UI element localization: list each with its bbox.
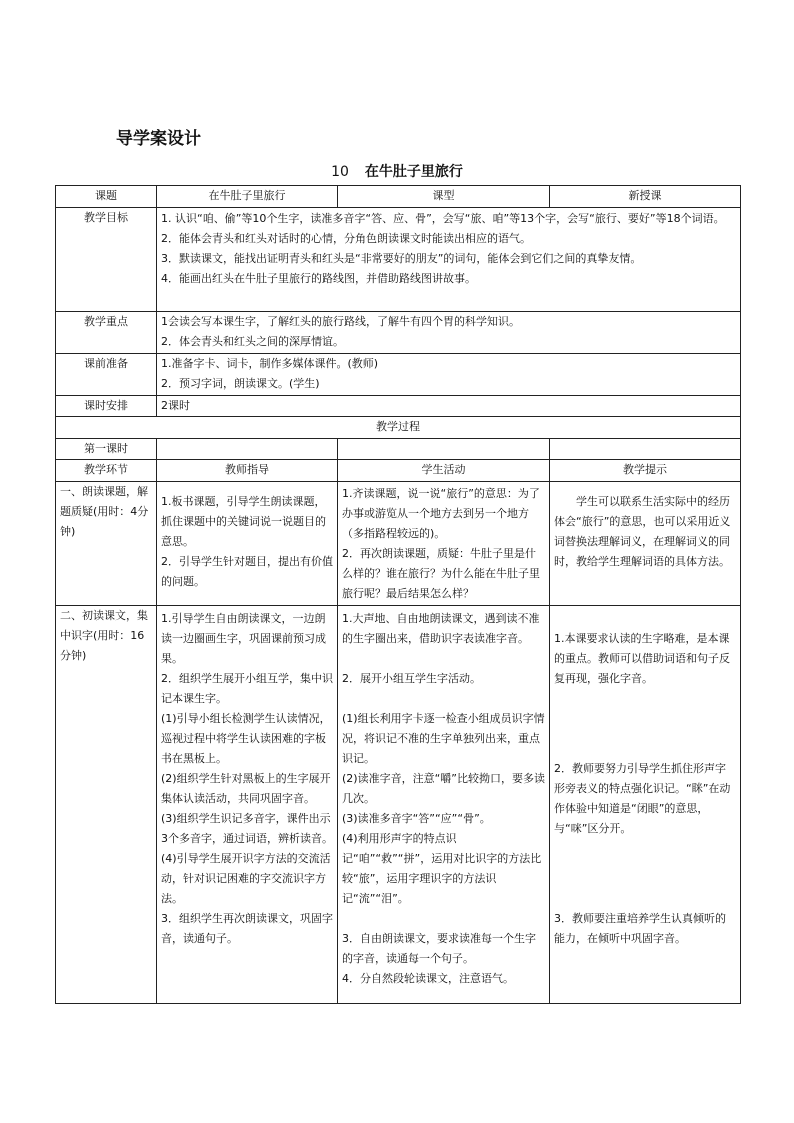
period-label: 第一课时 [56, 439, 157, 460]
section2-tips [550, 606, 741, 1004]
student-step: (2)读准字音，注意“嚼”比较拗口，要多读几次。 [342, 772, 545, 805]
objective-item: 3．默读课文，能找出证明青头和红头是“非常要好的朋友”的词句，能体会到它们之间的真挚友情。 [161, 252, 642, 265]
lesson-title-text: 在牛肚子里旅行 [364, 164, 463, 180]
page-heading: 导学案设计 [116, 129, 201, 149]
objectives-content [157, 208, 741, 312]
student-step: 3．自由朗读课文，要求读准每一个生字的字音，读通每一个句子。 [342, 932, 536, 965]
section1-student [338, 482, 550, 606]
section1-teacher [157, 482, 338, 606]
student-step: (3)读准多音字“答”“应”“骨”。 [342, 812, 491, 825]
header-topic-value: 在牛肚子里旅行 [157, 186, 338, 208]
keypoint-item: 1会读会写本课生字，了解红头的旅行路线，了解牛有四个胃的科学知识。 [161, 315, 520, 328]
col-header-stage: 教学环节 [56, 460, 157, 482]
col-header-tip: 教学提示 [550, 460, 741, 482]
student-step: 2．展开小组互学生字活动。 [342, 672, 481, 685]
student-step: (1)组长利用字卡逐一检查小组成员识字情况，将识记不准的生字单独列出来，重点识记。 [342, 712, 545, 765]
objective-item: 2．能体会青头和红头对话时的心情，分角色朗读课文时能读出相应的语气。 [161, 232, 531, 245]
student-step: 4．分自然段轮读课文，注意语气。 [342, 972, 514, 985]
section1-stage: 一、朗读课题，解题质疑(用时：4分钟) [56, 482, 157, 606]
teacher-step: (1)引导小组长检测学生认读情况，巡视过程中将学生认读困难的字板书在黑板上。 [161, 712, 331, 765]
objective-item: 4．能画出红头在牛肚子里旅行的路线图，并借助路线图讲故事。 [161, 272, 476, 285]
teacher-step: 1.板书课题，引导学生朗读课题，抓住课题中的关键词说一说题目的意思。 [161, 495, 326, 548]
tip-text: 2．教师要努力引导学生抓住形声字形旁表义的特点强化识记。“眯”在动作体验中知道是“闭眼”的意思，与“咪”区分开。 [554, 762, 731, 835]
section2-row [56, 606, 741, 1004]
header-row [56, 186, 741, 208]
col-header-student: 学生活动 [338, 460, 550, 482]
preparation-row [56, 354, 741, 396]
col-header-teacher: 教师指导 [157, 460, 338, 482]
student-step: 1.大声地、自由地朗读课文，遇到读不准的生字圈出来，借助识字表读准字音。 [342, 612, 540, 645]
section2-student [338, 606, 550, 1004]
period-row [56, 439, 741, 460]
schedule-value: 2课时 [157, 396, 741, 417]
objectives-label: 教学目标 [56, 208, 157, 312]
section1-row [56, 482, 741, 606]
teacher-step: (4)引导学生展开识字方法的交流活动，针对识记困难的字交流识字方法。 [161, 852, 331, 905]
preparation-item: 1.准备字卡、词卡，制作多媒体课件。(教师) [161, 357, 379, 370]
tip-text: 1.本课要求认读的生字略难，是本课的重点。教师可以借助词语和句子反复再现，强化字音。 [554, 632, 730, 685]
section1-tip [550, 482, 741, 606]
section2-teacher [157, 606, 338, 1004]
student-step: 2．再次朗读课题，质疑：牛肚子里是什么样的？谁在旅行？为什么能在牛肚子里旅行呢？最后结果怎么样？ [342, 547, 540, 600]
schedule-label: 课时安排 [56, 396, 157, 417]
header-type-label: 课型 [338, 186, 550, 208]
teacher-step: 2．组织学生展开小组互学，集中识记本课生字。 [161, 672, 333, 705]
preparation-label: 课前准备 [56, 354, 157, 396]
teacher-step: (3)组织学生识记多音字，课件出示3个多音字，通过词语，辨析读音。 [161, 812, 333, 845]
header-type-value: 新授课 [550, 186, 741, 208]
objectives-row [56, 208, 741, 312]
preparation-item: 2．预习字词，朗读课文。(学生) [161, 377, 320, 390]
student-step: (4)利用形声字的特点识记“咱”“救”“拼”，运用对比识字的方法比较“旅”，运用字理识字的方法识记“流”“泪”。 [342, 832, 542, 905]
student-step: 1.齐读课题，说一说“旅行”的意思：为了办事或游览从一个地方去到另一个地方（多指路程较远的)。 [342, 487, 540, 540]
lesson-plan-table [55, 185, 741, 1004]
tip-text: 3．教师要注重培养学生认真倾听的能力，在倾听中巩固字音。 [554, 912, 726, 945]
objective-item: 1. 认识“咱、偷”等10个生字，读准多音字“答、应、骨”，会写“旅、咱”等13个字，会写“旅行、要好”等18个词语。 [161, 212, 725, 225]
teacher-step: 2．引导学生针对题目，提出有价值的问题。 [161, 555, 333, 588]
keypoints-content [157, 312, 741, 354]
lesson-number: 10 [331, 164, 349, 180]
keypoints-row [56, 312, 741, 354]
process-title: 教学过程 [56, 417, 741, 439]
header-topic-label: 课题 [56, 186, 157, 208]
preparation-content [157, 354, 741, 396]
teacher-step: 1.引导学生自由朗读课文，一边朗读一边圈画生字，巩固课前预习成果。 [161, 612, 326, 665]
schedule-row [56, 396, 741, 417]
process-columns-row [56, 460, 741, 482]
teacher-step: (2)组织学生针对黑板上的生字展开集体认读活动，共同巩固字音。 [161, 772, 331, 805]
tip-text: 学生可以联系生活实际中的经历体会“旅行”的意思，也可以采用近义词替换法理解词义，在理解词义的同时，教给学生理解词语的具体方法。 [554, 495, 731, 568]
lesson-title [0, 161, 794, 181]
keypoints-label: 教学重点 [56, 312, 157, 354]
section2-stage: 二、初读课文，集中识字(用时：16分钟) [56, 606, 157, 1004]
keypoint-item: 2．体会青头和红头之间的深厚情谊。 [161, 335, 344, 348]
teacher-step: 3．组织学生再次朗读课文，巩固字音，读通句子。 [161, 912, 333, 945]
process-title-row [56, 417, 741, 439]
